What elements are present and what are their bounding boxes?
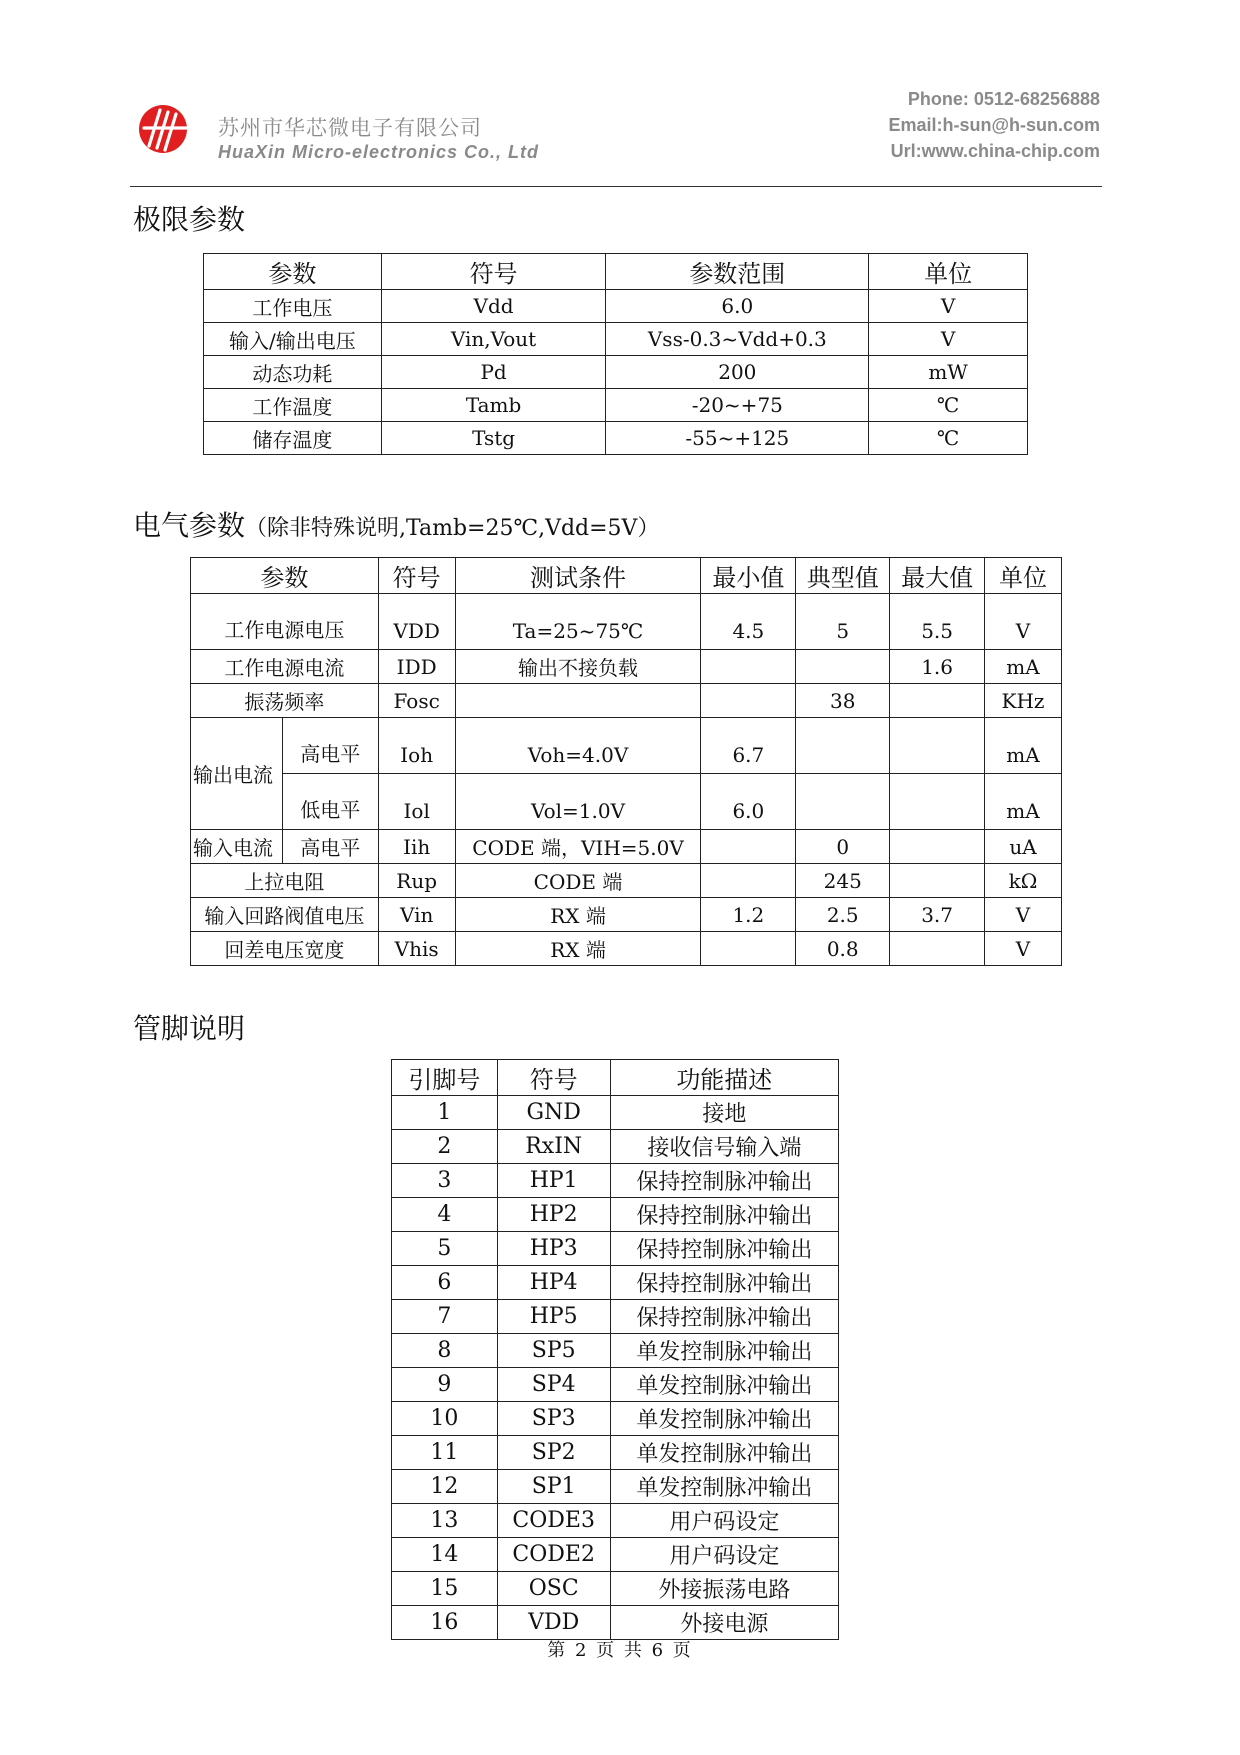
table-row — [392, 1232, 839, 1266]
pin-function: 单发控制脉冲输出 — [610, 1334, 838, 1368]
pin-number: 8 — [392, 1334, 498, 1368]
table-cell: CODE 端 — [455, 864, 701, 898]
company-logo-icon — [130, 96, 200, 158]
table-cell: VDD — [378, 594, 455, 650]
pin-number: 11 — [392, 1436, 498, 1470]
table-cell: V — [985, 898, 1062, 932]
table-cell — [701, 864, 796, 898]
header-cell: 单位 — [869, 254, 1028, 290]
pin-symbol: HP2 — [497, 1198, 610, 1232]
pin-function: 外接振荡电路 — [610, 1572, 838, 1606]
table-row — [392, 1538, 839, 1572]
table-row — [191, 718, 1062, 774]
pin-function: 用户码设定 — [610, 1504, 838, 1538]
pin-function: 保持控制脉冲输出 — [610, 1266, 838, 1300]
table-cell: V — [869, 290, 1028, 323]
electrical-section-title — [133, 504, 659, 544]
header-cell: 符号 — [381, 254, 606, 290]
table-row — [204, 356, 1028, 389]
table-row — [392, 1266, 839, 1300]
table-cell — [701, 684, 796, 718]
pin-symbol: SP1 — [497, 1470, 610, 1504]
table-cell: 输入回路阀值电压 — [191, 898, 379, 932]
output-current-group: 输出电流 — [191, 718, 283, 830]
table-cell: RX 端 — [455, 898, 701, 932]
table-cell — [701, 932, 796, 966]
table-row — [392, 1368, 839, 1402]
table-cell: mA — [985, 650, 1062, 684]
table-row — [191, 650, 1062, 684]
page-footer: 第 2 页 共 6 页 — [547, 1640, 693, 1661]
header-divider — [130, 186, 1102, 187]
table-cell: -20~+75 — [606, 389, 869, 422]
table-cell: 5.5 — [890, 594, 985, 650]
table-cell: CODE 端，VIH=5.0V — [455, 830, 701, 864]
table-cell — [890, 718, 985, 774]
table-cell: Ioh — [378, 718, 455, 774]
header-cell: 符号 — [378, 558, 455, 594]
table-cell: 工作温度 — [204, 389, 382, 422]
table-cell: 200 — [606, 356, 869, 389]
table-cell: 0.8 — [796, 932, 890, 966]
electrical-note: （除非特殊说明,Tamb=25℃,Vdd=5V） — [245, 516, 660, 541]
table-row — [392, 1096, 839, 1130]
table-row — [392, 1164, 839, 1198]
table-cell: 回差电压宽度 — [191, 932, 379, 966]
pin-symbol: RxIN — [497, 1130, 610, 1164]
table-cell — [890, 864, 985, 898]
pin-number: 6 — [392, 1266, 498, 1300]
header-cell: 功能描述 — [610, 1060, 838, 1096]
table-cell — [455, 684, 701, 718]
table-cell: 储存温度 — [204, 422, 382, 455]
pin-number: 3 — [392, 1164, 498, 1198]
pin-number: 14 — [392, 1538, 498, 1572]
table-cell: 5 — [796, 594, 890, 650]
table-cell: Vdd — [381, 290, 606, 323]
table-cell: 6.7 — [701, 718, 796, 774]
table-cell: 3.7 — [890, 898, 985, 932]
table-row — [191, 932, 1062, 966]
table-row — [392, 1334, 839, 1368]
table-row — [392, 1402, 839, 1436]
pin-number: 16 — [392, 1606, 498, 1640]
table-cell — [890, 932, 985, 966]
pin-number: 15 — [392, 1572, 498, 1606]
table-cell: Pd — [381, 356, 606, 389]
email-text: Email:h-sun@h-sun.com — [888, 115, 1100, 135]
pin-function: 保持控制脉冲输出 — [610, 1198, 838, 1232]
pin-symbol: HP4 — [497, 1266, 610, 1300]
table-cell: kΩ — [985, 864, 1062, 898]
table-cell — [890, 684, 985, 718]
table-row — [204, 290, 1028, 323]
phone-text: Phone: 0512-68256888 — [907, 89, 1100, 109]
table-row — [191, 594, 1062, 650]
pin-number: 10 — [392, 1402, 498, 1436]
pin-number: 4 — [392, 1198, 498, 1232]
pin-function: 接地 — [610, 1096, 838, 1130]
pin-function: 接收信号输入端 — [610, 1130, 838, 1164]
pin-symbol: CODE3 — [497, 1504, 610, 1538]
pin-function: 保持控制脉冲输出 — [610, 1232, 838, 1266]
table-cell: Vol=1.0V — [455, 774, 701, 830]
header-cell: 典型值 — [796, 558, 890, 594]
table-cell: Tamb — [381, 389, 606, 422]
table-cell — [701, 650, 796, 684]
table-header-row — [204, 254, 1028, 290]
pin-symbol: HP1 — [497, 1164, 610, 1198]
pin-number: 7 — [392, 1300, 498, 1334]
pin-function: 保持控制脉冲输出 — [610, 1300, 838, 1334]
pin-symbol: SP4 — [497, 1368, 610, 1402]
pin-symbol: SP5 — [497, 1334, 610, 1368]
table-row — [392, 1572, 839, 1606]
table-row — [392, 1606, 839, 1640]
table-cell: 工作电源电流 — [191, 650, 379, 684]
table-row — [191, 898, 1062, 932]
table-cell: 2.5 — [796, 898, 890, 932]
table-cell: RX 端 — [455, 932, 701, 966]
table-cell: KHz — [985, 684, 1062, 718]
table-cell: 高电平 — [282, 718, 378, 774]
table-cell: 38 — [796, 684, 890, 718]
table-cell: 工作电压 — [204, 290, 382, 323]
header-cell: 最小值 — [701, 558, 796, 594]
electrical-table — [190, 557, 1062, 966]
pin-symbol: HP5 — [497, 1300, 610, 1334]
pin-function: 单发控制脉冲输出 — [610, 1368, 838, 1402]
table-cell: Iol — [378, 774, 455, 830]
pin-function: 用户码设定 — [610, 1538, 838, 1572]
pin-number: 12 — [392, 1470, 498, 1504]
table-cell — [796, 774, 890, 830]
table-row — [204, 323, 1028, 356]
table-cell: 动态功耗 — [204, 356, 382, 389]
pin-function: 单发控制脉冲输出 — [610, 1470, 838, 1504]
table-cell: 工作电源电压 — [191, 594, 379, 650]
table-cell: ℃ — [869, 389, 1028, 422]
table-cell: Vin,Vout — [381, 323, 606, 356]
table-row — [204, 389, 1028, 422]
header-cell: 参数范围 — [606, 254, 869, 290]
company-name-cn: 苏州市华芯微电子有限公司 — [218, 116, 482, 140]
pin-symbol: HP3 — [497, 1232, 610, 1266]
table-cell: Voh=4.0V — [455, 718, 701, 774]
table-cell: 高电平 — [282, 830, 378, 864]
table-cell: 6.0 — [701, 774, 796, 830]
table-cell: Tstg — [381, 422, 606, 455]
table-cell: 4.5 — [701, 594, 796, 650]
pin-symbol: SP2 — [497, 1436, 610, 1470]
table-row — [392, 1130, 839, 1164]
table-cell: 低电平 — [282, 774, 378, 830]
header-cell: 参数 — [204, 254, 382, 290]
table-header-row — [191, 558, 1062, 594]
table-cell — [890, 774, 985, 830]
table-cell: mA — [985, 718, 1062, 774]
table-cell: Fosc — [378, 684, 455, 718]
table-row — [191, 684, 1062, 718]
limits-section-title: 极限参数 — [133, 203, 246, 236]
table-row — [392, 1504, 839, 1538]
table-cell: IDD — [378, 650, 455, 684]
pin-number: 1 — [392, 1096, 498, 1130]
pins-section-title: 管脚说明 — [133, 1012, 246, 1045]
table-row — [191, 774, 1062, 830]
pin-function: 外接电源 — [610, 1606, 838, 1640]
pins-table — [391, 1059, 839, 1640]
table-cell: V — [985, 932, 1062, 966]
table-cell: Iih — [378, 830, 455, 864]
table-cell: V — [985, 594, 1062, 650]
header-cell: 最大值 — [890, 558, 985, 594]
table-cell: 245 — [796, 864, 890, 898]
pin-number: 5 — [392, 1232, 498, 1266]
pin-function: 保持控制脉冲输出 — [610, 1164, 838, 1198]
table-row — [392, 1436, 839, 1470]
table-row — [204, 422, 1028, 455]
header-cell: 参数 — [191, 558, 379, 594]
table-row — [392, 1470, 839, 1504]
pin-symbol: CODE2 — [497, 1538, 610, 1572]
table-row — [392, 1300, 839, 1334]
table-cell: uA — [985, 830, 1062, 864]
table-cell — [701, 830, 796, 864]
table-cell — [796, 718, 890, 774]
header-cell: 引脚号 — [392, 1060, 498, 1096]
pin-function: 单发控制脉冲输出 — [610, 1436, 838, 1470]
input-current-group: 输入电流 — [191, 830, 283, 864]
table-cell: 输出不接负载 — [455, 650, 701, 684]
table-row — [191, 864, 1062, 898]
table-cell: Vhis — [378, 932, 455, 966]
table-cell: 振荡频率 — [191, 684, 379, 718]
pin-symbol: VDD — [497, 1606, 610, 1640]
table-cell: -55~+125 — [606, 422, 869, 455]
table-cell: mW — [869, 356, 1028, 389]
pin-number: 9 — [392, 1368, 498, 1402]
pin-function: 单发控制脉冲输出 — [610, 1402, 838, 1436]
pin-number: 2 — [392, 1130, 498, 1164]
table-cell: Vin — [378, 898, 455, 932]
header-cell: 测试条件 — [455, 558, 701, 594]
table-cell: 1.2 — [701, 898, 796, 932]
table-cell: Vss-0.3~Vdd+0.3 — [606, 323, 869, 356]
pin-symbol: OSC — [497, 1572, 610, 1606]
table-header-row — [392, 1060, 839, 1096]
table-cell — [796, 650, 890, 684]
pin-number: 13 — [392, 1504, 498, 1538]
table-cell: 上拉电阻 — [191, 864, 379, 898]
url-text: Url:www.china-chip.com — [890, 141, 1100, 161]
contact-block — [888, 86, 1100, 164]
header-cell: 符号 — [497, 1060, 610, 1096]
table-cell: ℃ — [869, 422, 1028, 455]
table-row — [191, 830, 1062, 864]
table-cell: 6.0 — [606, 290, 869, 323]
table-cell: mA — [985, 774, 1062, 830]
header-cell: 单位 — [985, 558, 1062, 594]
pin-symbol: SP3 — [497, 1402, 610, 1436]
page-header — [130, 86, 1100, 182]
table-cell: 0 — [796, 830, 890, 864]
table-cell: Rup — [378, 864, 455, 898]
table-cell: 输入/输出电压 — [204, 323, 382, 356]
limits-table — [203, 253, 1028, 455]
table-cell: Ta=25~75℃ — [455, 594, 701, 650]
electrical-title-text: 电气参数 — [133, 509, 246, 542]
table-cell: 1.6 — [890, 650, 985, 684]
company-name-en: HuaXin Micro-electronics Co., Ltd — [218, 142, 540, 162]
table-cell — [890, 830, 985, 864]
pin-symbol: GND — [497, 1096, 610, 1130]
table-cell: V — [869, 323, 1028, 356]
table-row — [392, 1198, 839, 1232]
